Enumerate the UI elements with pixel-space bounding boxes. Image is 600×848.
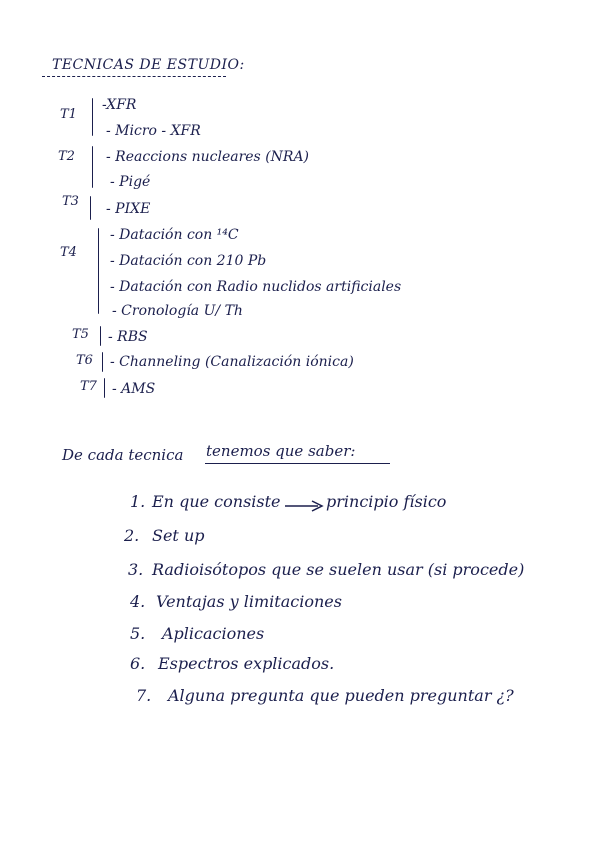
- question-text: Set up: [152, 526, 205, 545]
- question-text: Espectros explicados.: [158, 654, 335, 673]
- technique-label-t2: T2: [58, 149, 75, 164]
- technique-label-t5: T5: [72, 327, 89, 342]
- title-underline: [42, 76, 226, 77]
- technique-label-t1: T1: [60, 107, 77, 122]
- question-number: 3.: [128, 560, 144, 579]
- page-title: TECNICAS DE ESTUDIO:: [52, 57, 245, 73]
- question-number: 2.: [124, 526, 140, 545]
- technique-item: - Datación con ¹⁴C: [110, 227, 239, 243]
- technique-item: - PIXE: [106, 201, 151, 217]
- technique-item: - Channeling (Canalización iónica): [110, 354, 354, 370]
- question-number: 1.: [130, 492, 146, 511]
- question-arrow-target: principio físico: [326, 492, 447, 511]
- technique-brace-t4: [98, 228, 99, 314]
- question-text: Radioisótopos que se suelen usar (si procede): [152, 560, 525, 579]
- technique-item: - Datación con 210 Pb: [110, 253, 267, 269]
- question-number: 5.: [130, 624, 146, 643]
- intro-underline: [205, 463, 390, 464]
- technique-item: - AMS: [112, 381, 156, 397]
- technique-item: - Datación con Radio nuclidos artificiales: [110, 279, 402, 295]
- technique-item: - Micro - XFR: [106, 123, 201, 139]
- technique-brace-t6: [102, 352, 103, 372]
- technique-brace-t2: [92, 146, 93, 188]
- technique-brace-t3: [90, 196, 91, 220]
- question-text: Ventajas y limitaciones: [156, 592, 342, 611]
- technique-brace-t5: [100, 326, 101, 346]
- technique-label-t7: T7: [80, 379, 97, 394]
- question-text: Alguna pregunta que pueden preguntar ¿?: [168, 686, 514, 705]
- question-text: En que consiste: [152, 492, 281, 511]
- technique-brace-t1: [92, 98, 93, 136]
- right-arrow-icon: [284, 500, 324, 512]
- technique-label-t6: T6: [76, 353, 93, 368]
- technique-item: - RBS: [108, 329, 148, 345]
- intro-prefix: De cada tecnica: [62, 446, 184, 464]
- question-number: 7.: [136, 686, 152, 705]
- technique-item: - Reaccions nucleares (NRA): [106, 149, 310, 165]
- technique-item: - Pigé: [110, 174, 151, 190]
- question-text: Aplicaciones: [162, 624, 265, 643]
- technique-label-t4: T4: [60, 245, 77, 260]
- question-number: 6.: [130, 654, 146, 673]
- technique-item: - Cronología U/ Th: [112, 303, 243, 319]
- intro-underlined: tenemos que saber:: [206, 442, 356, 460]
- technique-item: -XFR: [102, 97, 137, 113]
- technique-brace-t7: [104, 378, 105, 398]
- question-number: 4.: [130, 592, 146, 611]
- technique-label-t3: T3: [62, 194, 79, 209]
